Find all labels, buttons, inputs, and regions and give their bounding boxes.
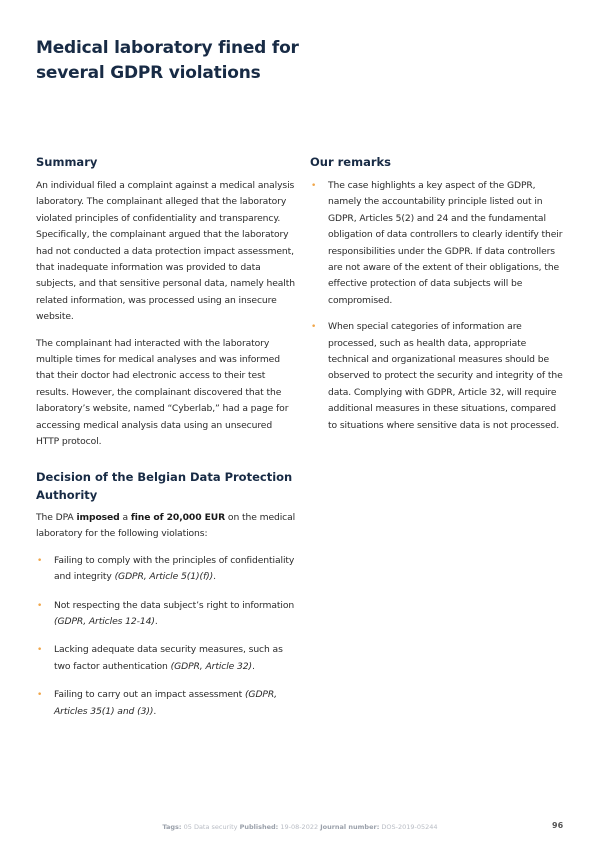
journal-value: DOS-2019-05244 [381, 823, 438, 831]
published-value: 19-08-2022 [280, 823, 319, 831]
violations-list [36, 553, 296, 720]
journal-label: Journal number: [320, 823, 380, 831]
violation-ref: (GDPR, Articles 35(1) and (3)) [54, 689, 277, 717]
page-number: 96 [552, 821, 564, 830]
bullet-dot-icon: • [311, 322, 317, 333]
remarks-section [310, 154, 566, 444]
intro-bold-fine: fine of 20,000 EUR [130, 512, 226, 523]
summary-section [36, 154, 296, 461]
violation-end: . [213, 571, 216, 583]
violation-end: . [252, 660, 255, 672]
page-title: Medical laboratory fined for several GDPR violations [36, 38, 299, 83]
remarks-item [310, 319, 566, 434]
decision-intro [36, 510, 296, 543]
summary-paragraph-2: The complainant had interacted with the laboratory multiple times for medical analyses and was informed that their doctor had electronic access to their test results. However, the complainant discovered that the laboratory’s website, named “Cyberlab,” had a page for accessing medical analysis data using an unsecured HTTP protocol. [36, 337, 289, 448]
summary-heading: Summary [36, 155, 98, 169]
page-footer [0, 823, 600, 831]
violation-item [36, 598, 296, 631]
intro-bold-imposed: imposed [76, 512, 120, 523]
intro-text: The DPA [36, 512, 77, 523]
remarks-item-text: The case highlights a key aspect of the GDPR, namely the accountability principle listed out in GDPR, Articles 5(2) and 24 and the fundamental obligation of data controllers to clearly identify their responsibilities under the GDPR. If data controllers are not aware of the extent of their obligations, the effective protection of data subjects will be compromised. [328, 180, 563, 306]
violation-item [36, 642, 296, 675]
remarks-heading: Our remarks [310, 155, 392, 169]
remarks-list [310, 178, 566, 434]
bullet-dot-icon: • [311, 181, 317, 191]
violation-text: Lacking adequate data security measures, such as two factor authentication [54, 644, 283, 672]
violation-end: . [153, 705, 157, 717]
remarks-item [310, 178, 566, 309]
violation-ref: (GDPR, Articles 12-14) [54, 616, 155, 628]
tags-label: Tags: [162, 823, 182, 831]
violation-ref: (GDPR, Article 32) [170, 660, 253, 672]
violation-text: Failing to carry out an impact assessment [54, 689, 245, 701]
intro-text: on the medical laboratory for the following violations: [36, 512, 296, 540]
decision-heading: Decision of the Belgian Data Protection Authority [36, 470, 293, 502]
remarks-item-text: When special categories of information are processed, such as health data, appropriate technical and organizational measures should be observed to protect the security and integrity of the data. Complying with GDPR, Article 32, will require additional measures in these situations, compared to situations where sensitive data is not processed. [328, 321, 563, 431]
bullet-dot-icon: • [37, 555, 43, 566]
violation-item [36, 687, 296, 720]
violation-end: . [154, 616, 158, 628]
published-label: Published: [239, 823, 279, 831]
intro-text: a [119, 512, 131, 523]
bullet-dot-icon: • [37, 645, 43, 656]
decision-section [36, 468, 296, 732]
bullet-dot-icon: • [37, 690, 43, 701]
violation-text: Failing to comply with the principles of confidentiality and integrity [54, 554, 295, 583]
violation-text: Not respecting the data subject’s right to information [54, 599, 295, 611]
summary-paragraph-1: An individual filed a complaint against a medical analysis laboratory. The complainant alleged that the laboratory violated principles of confidentiality and transparency. Specifically, the complainant argued that the laboratory had not conducted a data protection impact assessment, that inadequate information was provided to data subjects, and that sensitive personal data, namely health related information, was processed using an insecure website. [36, 180, 295, 323]
tags-value: 05 Data security [183, 823, 238, 831]
violation-ref: (GDPR, Article 5(1)(f)) [114, 571, 214, 583]
violation-item [36, 553, 296, 586]
bullet-dot-icon: • [37, 600, 43, 611]
